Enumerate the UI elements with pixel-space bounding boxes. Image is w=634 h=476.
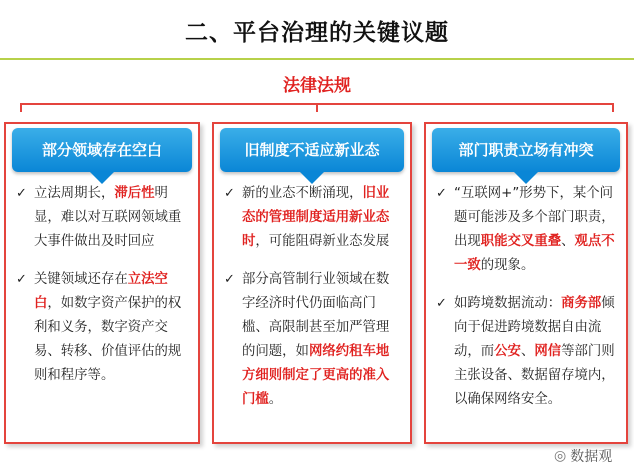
- highlight-text: 立法空白: [34, 272, 168, 311]
- column-body: [436, 182, 618, 426]
- bullet-text: 明显，难以对互联网领域重大事件做出及时回应: [34, 186, 182, 249]
- bullet-item: [16, 182, 190, 254]
- bullet-text: 新的业态不断涌现，: [242, 186, 363, 201]
- check-icon: ✓: [16, 186, 27, 201]
- highlight-text: 观点不一致: [454, 234, 615, 273]
- check-icon: ✓: [16, 272, 27, 287]
- highlight-text: 滞后性: [114, 186, 155, 201]
- bullet-text: 、: [520, 344, 535, 359]
- check-icon: ✓: [436, 186, 447, 201]
- bullet-text: 如跨境数据流动：: [454, 296, 562, 311]
- highlight-text: 职能交叉重叠: [480, 234, 562, 249]
- bullet-text: 关键领域还存在: [34, 272, 128, 287]
- bullet-text: 的现象。: [480, 258, 535, 273]
- bullet-text: ，可能阻碍新业态发展: [255, 234, 390, 249]
- branch-connector: [20, 102, 614, 112]
- highlight-text: 公安: [494, 344, 521, 359]
- bullet-text: ，如数字资产保护的权利和义务，数字资产交易、转移、价值评估的规则和程序等。: [34, 296, 182, 383]
- bullet-text: “互联网+”形势下，某个问题可能涉及多个部门职责，出现: [454, 186, 615, 249]
- check-icon: ✓: [224, 272, 235, 287]
- logo-text: 数据观: [570, 449, 613, 465]
- column-card-2: [212, 122, 412, 444]
- wechat-icon: ◎: [554, 448, 567, 464]
- page-title: 二、平台治理的关键议题: [185, 20, 449, 46]
- bullet-text: 倾向于促进跨境数据自由流动，而: [454, 296, 615, 359]
- check-icon: ✓: [436, 296, 447, 311]
- bullet-item: [16, 268, 190, 388]
- column-card-1: [4, 122, 200, 444]
- column-card-3: [424, 122, 628, 444]
- bullet-item: [436, 182, 618, 278]
- check-icon: ✓: [224, 186, 235, 201]
- bullet-item: [224, 182, 402, 254]
- watermark-logo: [554, 446, 612, 466]
- bullet-item: [224, 268, 402, 412]
- section-subtitle: 法律法规: [283, 76, 351, 96]
- column-body: [224, 182, 402, 426]
- column-header: 旧制度不适应新业态: [220, 128, 404, 172]
- highlight-text: 网信: [534, 344, 562, 359]
- highlight-text: 网络约租车地方细则制定了更高的准入门槛: [242, 344, 390, 407]
- bullet-text: 立法周期长，: [34, 186, 115, 201]
- column-header: 部门职责立场有冲突: [432, 128, 620, 172]
- title-divider: [0, 58, 634, 60]
- highlight-text: 旧业态的管理制度适用新业态时: [242, 186, 390, 249]
- column-header: 部分领域存在空白: [12, 128, 192, 172]
- highlight-text: 商务部: [561, 296, 602, 311]
- bullet-text: 等部门则主张设备、数据留存境内，以确保网络安全。: [454, 344, 615, 407]
- bullet-text: 部分高管制行业领域在数字经济时代仍面临高门槛、高限制甚至加严管理的问题，如: [242, 272, 390, 359]
- bullet-item: [436, 292, 618, 412]
- bullet-text: 。: [268, 392, 283, 407]
- bullet-text: 、: [561, 234, 575, 249]
- column-body: [16, 182, 190, 402]
